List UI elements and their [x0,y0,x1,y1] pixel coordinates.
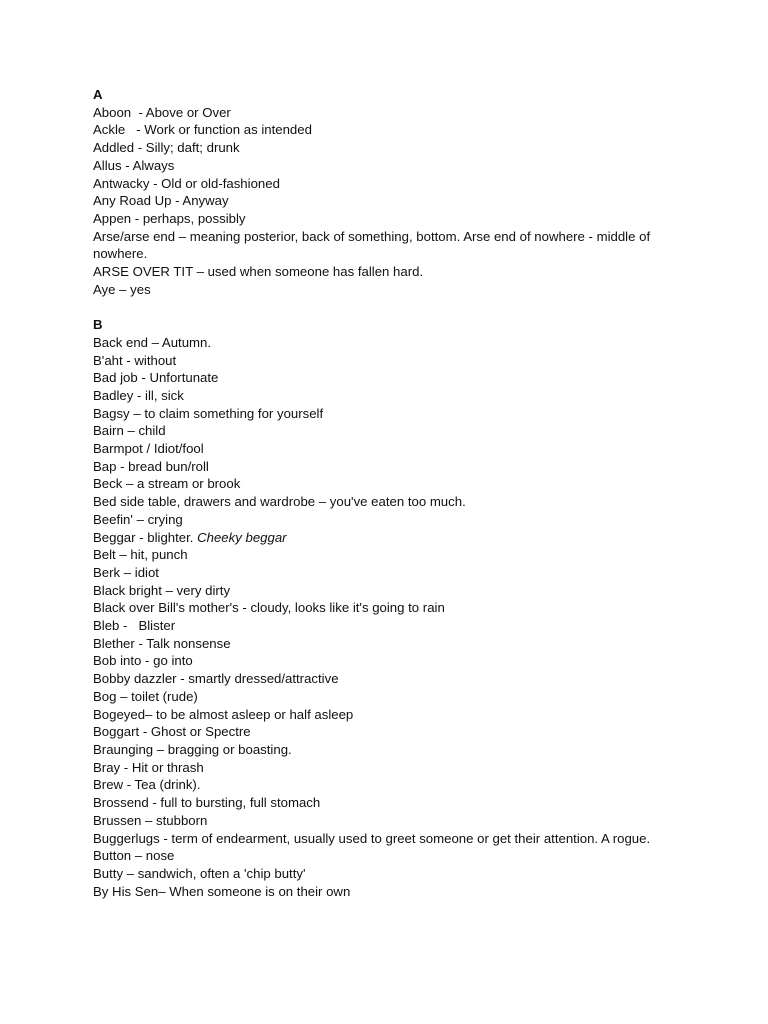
entry-beck: Beck – a stream or brook [93,476,241,492]
entry-by-his-sen: By His Sen– When someone is on their own [93,883,351,899]
entry-boggart: Boggart - Ghost or Spectre [93,724,251,740]
entry-berk: Berk – idiot [93,564,159,580]
section-gap [93,298,693,316]
entry-beggar [93,529,693,547]
section-b-entries [93,334,693,901]
entry-baht: B'aht - without [93,352,177,368]
entry-arse-over-tit: ARSE OVER TIT – used when someone has fallen hard. [93,264,424,280]
entry-button: Button – nose [93,848,175,864]
entry-bed-side-table: Bed side table, drawers and wardrobe – you've eaten too much. [93,494,466,510]
section-heading-a: A [93,87,103,102]
section-heading-b: B [93,317,103,333]
entry-bap: Bap - bread bun/roll [93,458,209,474]
entry-any-road-up: Any Road Up - Anyway [93,193,229,209]
entry-bad-job: Bad job - Unfortunate [93,370,219,386]
entry-bagsy: Bagsy – to claim something for yourself [93,405,324,421]
entry-aye: Aye – yes [93,281,151,297]
entry-bob-into: Bob into - go into [93,653,193,669]
entry-beggar-example: Cheeky beggar [197,529,287,545]
entry-black-bright: Black bright – very dirty [93,582,231,598]
entry-antwacky: Antwacky - Old or old-fashioned [93,175,280,191]
entry-aboon: Aboon - Above or Over [93,104,231,120]
entry-black-over-bills-mothers: Black over Bill's mother's - cloudy, looks like it's going to rain [93,600,445,616]
entry-buggerlugs: Buggerlugs - term of endearment, usually used to greet someone or get their attention. A rogue. [93,830,651,846]
entry-appen: Appen - perhaps, possibly [93,210,246,226]
entry-braunging: Braunging – bragging or boasting. [93,742,292,757]
entry-back-end: Back end – Autumn. [93,334,212,350]
entry-bleb: Bleb - Blister [93,618,176,634]
section-a-entries [93,104,693,299]
entry-brussen: Brussen – stubborn [93,812,208,828]
entry-belt: Belt – hit, punch [93,547,188,563]
entry-beefin: Beefin' – crying [93,511,183,527]
entry-brew: Brew - Tea (drink). [93,777,201,793]
entry-butty: Butty – sandwich, often a 'chip butty' [93,865,306,881]
entry-bairn: Bairn – child [93,423,166,439]
entry-allus: Allus - Always [93,157,175,173]
glossary-page [93,86,693,900]
entry-bogeyed: Bogeyed– to be almost asleep or half asleep [93,706,354,722]
entry-bobby-dazzler: Bobby dazzler - smartly dressed/attractive [93,671,339,687]
entry-bog: Bog – toilet (rude) [93,688,198,704]
entry-addled: Addled - Silly; daft; drunk [93,140,240,156]
entry-ackle: Ackle - Work or function as intended [93,122,312,138]
entry-badley: Badley - ill, sick [93,387,184,403]
entry-bray: Bray - Hit or thrash [93,759,204,775]
entry-beggar-text: Beggar - blighter. [93,529,194,545]
entry-arse-end: Arse/arse end – meaning posterior, back of something, bottom. Arse end of nowhere - middle of nowhere. [93,228,654,262]
entry-barmpot: Barmpot / Idiot/fool [93,441,204,457]
entry-blether: Blether - Talk nonsense [93,635,231,651]
entry-brossend: Brossend - full to bursting, full stomach [93,795,321,811]
